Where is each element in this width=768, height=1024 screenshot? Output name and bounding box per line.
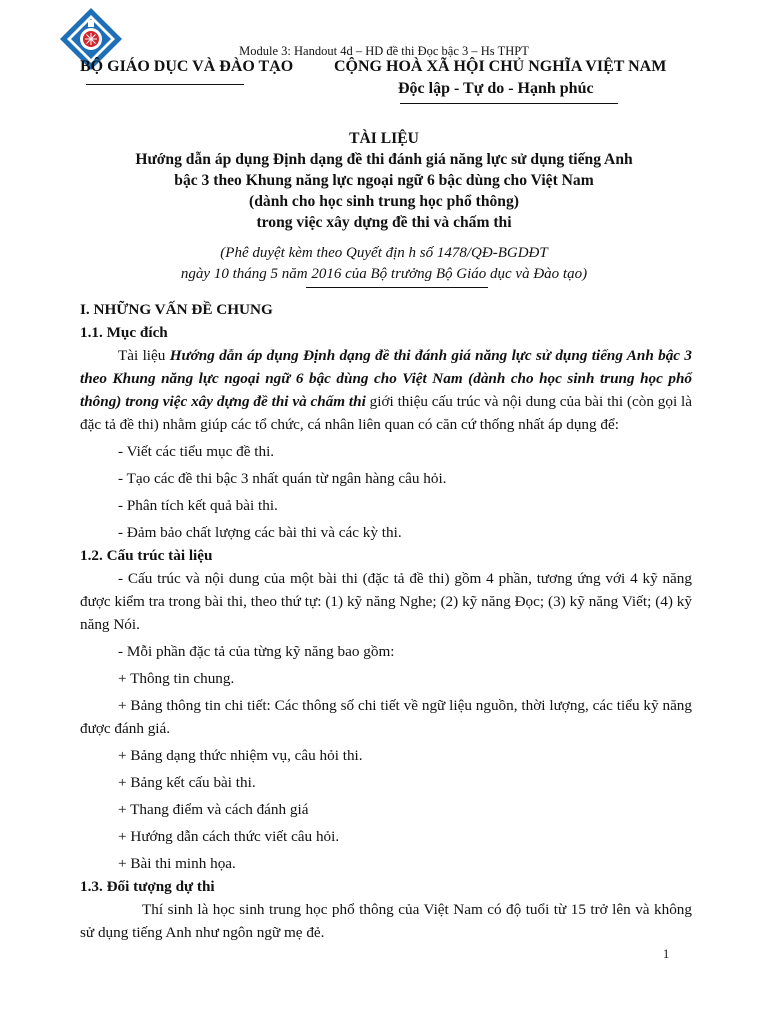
approval-line: ngày 10 tháng 5 năm 2016 của Bộ trưởng Bộ Giáo dục và Đào tạo) xyxy=(180,266,588,282)
title-line: TÀI LIỆU xyxy=(349,130,419,147)
page-number: 1 xyxy=(663,947,670,961)
list-item: - Đảm bảo chất lượng các bài thi và các kỳ thi. xyxy=(118,524,402,541)
motto-underline xyxy=(400,103,618,104)
republic-name: CỘNG HOÀ XÃ HỘI CHỦ NGHĨA VIỆT NAM xyxy=(334,58,667,75)
document-body xyxy=(80,298,692,944)
approval-underline xyxy=(306,287,488,288)
approval-line: (Phê duyệt kèm theo Quyết địn h số 1478/QĐ-BGDĐT xyxy=(220,245,548,261)
ministry-name: BỘ GIÁO DỤC VÀ ĐÀO TẠO xyxy=(80,58,294,75)
list-item: - Viết các tiểu mục đề thi. xyxy=(118,443,275,460)
candidate-paragraph: Thí sinh là học sinh trung học phổ thông của Việt Nam có độ tuổi từ 15 trở lên và không sử dụng tiếng Anh như ngôn ngữ mẹ đẻ. xyxy=(80,901,692,941)
structure-paragraph: - Cấu trúc và nội dung của một bài thi (đặc tả đề thi) gồm 4 phần, tương ứng với 4 kỹ năng được kiểm tra trong bài thi, theo thứ tự: (1) kỹ năng Nghe; (2) kỹ năng Đọc; (3) kỹ năng Viết; (4) kỹ năng Nói. xyxy=(80,570,692,633)
title-line: bậc 3 theo Khung năng lực ngoại ngữ 6 bậc dùng cho Việt Nam xyxy=(174,172,594,189)
title-line: trong việc xây dựng đề thi và chấm thi xyxy=(256,214,512,231)
title-line: Hướng dẫn áp dụng Định dạng đề thi đánh giá năng lực sử dụng tiếng Anh xyxy=(135,151,633,168)
section-heading: I. NHỮNG VẤN ĐỀ CHUNG xyxy=(80,301,273,318)
subsection-heading: 1.3. Đối tượng dự thi xyxy=(80,878,215,895)
document-title xyxy=(60,128,708,233)
structure-intro: - Mỗi phần đặc tả của từng kỹ năng bao gồm: xyxy=(118,643,395,660)
module-line: Module 3: Handout 4d – HD đề thi Đọc bậc 3 – Hs THPT xyxy=(239,44,529,58)
subsection-heading: 1.2. Cấu trúc tài liệu xyxy=(80,547,213,564)
national-motto: Độc lập - Tự do - Hạnh phúc xyxy=(398,80,594,97)
list-item: - Tạo các đề thi bậc 3 nhất quán từ ngân hàng câu hỏi. xyxy=(118,470,447,487)
approval-note xyxy=(60,243,708,285)
title-line: (dành cho học sinh trung học phổ thông) xyxy=(249,193,519,210)
list-item: + Hướng dẫn cách thức viết câu hỏi. xyxy=(118,828,340,845)
list-item: + Bài thi minh họa. xyxy=(118,855,236,872)
list-item: - Phân tích kết quả bài thi. xyxy=(118,497,278,514)
list-item: + Thang điểm và cách đánh giá xyxy=(118,801,309,818)
subsection-heading: 1.1. Mục đích xyxy=(80,324,168,341)
list-item: + Thông tin chung. xyxy=(118,670,235,687)
list-item: + Bảng thông tin chi tiết: Các thông số chi tiết về ngữ liệu nguồn, thời lượng, các tiểu kỹ năng được đánh giá. xyxy=(80,697,692,737)
purpose-doc-title: Hướng dẫn áp dụng Định dạng đề thi đánh giá năng lực sử dụng tiếng Anh bậc 3 theo Khung năng lực ngoại ngữ 6 bậc dùng cho Việt Nam (dành cho học sinh trung học phổ thông) trong việc xây dựng đề thi và chấm thi xyxy=(80,347,692,410)
ministry-underline xyxy=(86,84,244,85)
list-item: + Bảng kết cấu bài thi. xyxy=(118,774,256,791)
purpose-text-a: Tài liệu xyxy=(118,347,170,364)
purpose-paragraph xyxy=(80,344,692,436)
list-item: + Bảng dạng thức nhiệm vụ, câu hỏi thi. xyxy=(118,747,363,764)
purpose-text-b: giới thiệu cấu trúc và nội dung của bài thi (còn gọi là đặc tả đề thi) nhằm giúp các tổ chức, cá nhân liên quan có căn cứ thống nhất áp dụng để: xyxy=(80,393,692,433)
